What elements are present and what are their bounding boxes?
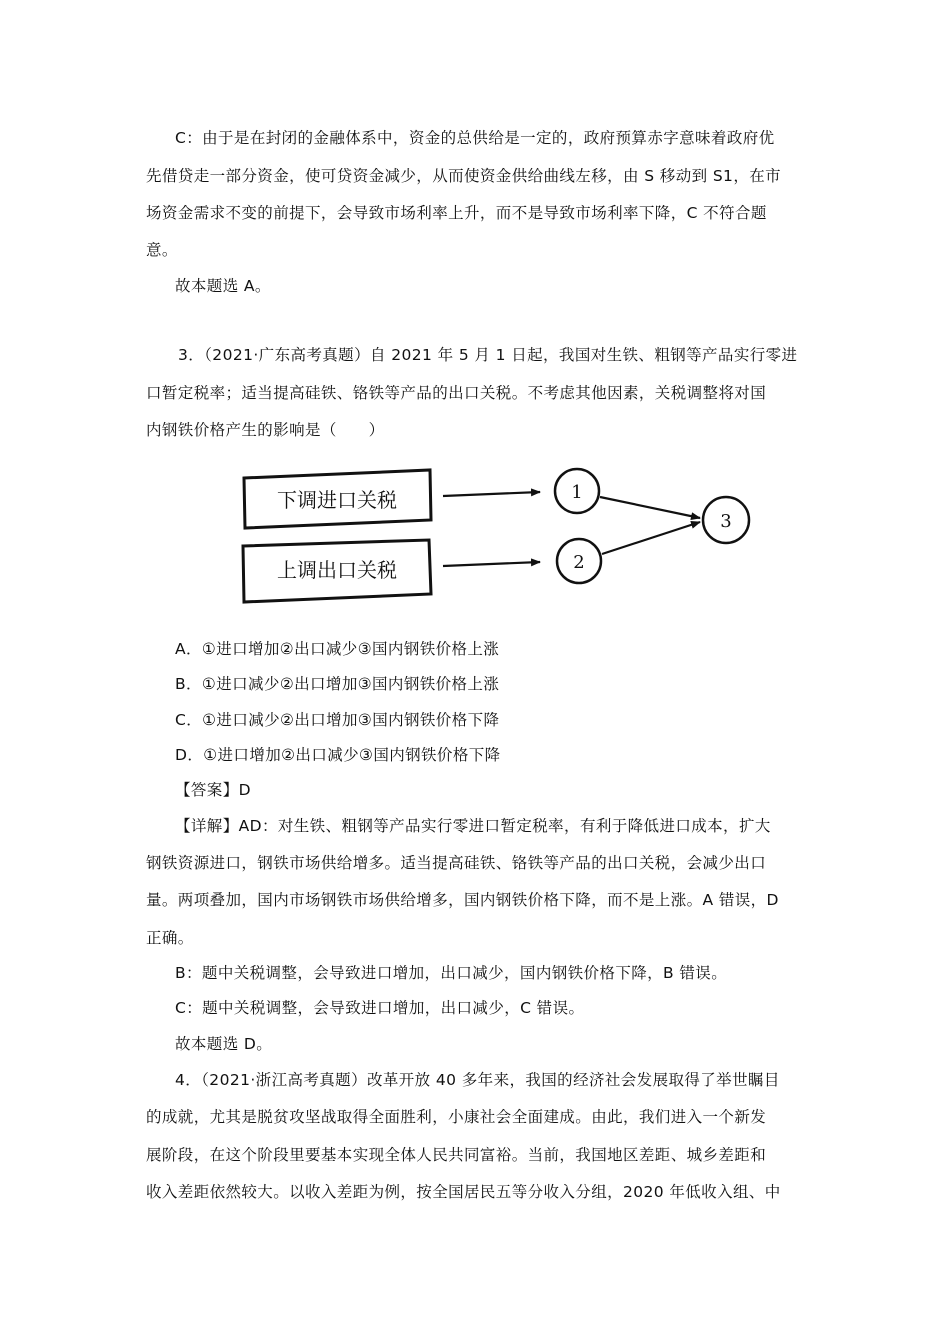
arrow-2-to-3 bbox=[602, 522, 700, 554]
text-line: 先借贷走一部分资金，使可贷资金减少，从而使资金供给曲线左移，由 S 移动到 S1，在市 bbox=[146, 167, 782, 185]
option-a: A．①进口增加②出口减少③国内钢铁价格上涨 bbox=[175, 640, 500, 658]
explanation-c: C：题中关税调整，会导致进口增加，出口减少，C 错误。 bbox=[175, 999, 585, 1017]
circle-1-label: 1 bbox=[571, 482, 583, 503]
question-stem: 内钢铁价格产生的影响是（ ） bbox=[146, 421, 385, 439]
explanation-b: B：题中关税调整，会导致进口增加，出口减少，国内钢铁价格下降，B 错误。 bbox=[175, 964, 728, 982]
circle-2-label: 2 bbox=[573, 552, 585, 573]
option-b: B．①进口减少②出口增加③国内钢铁价格上涨 bbox=[175, 675, 500, 693]
question-stem: 展阶段，在这个阶段里要基本实现全体人民共同富裕。当前，我国地区差距、城乡差距和 bbox=[146, 1146, 767, 1164]
option-c: C．①进口减少②出口增加③国内钢铁价格下降 bbox=[175, 711, 500, 729]
question-stem: 口暂定税率；适当提高硅铁、铬铁等产品的出口关税。不考虑其他因素，关税调整将对国 bbox=[146, 384, 767, 402]
explanation: 正确。 bbox=[146, 929, 194, 947]
question-stem: 的成就，尤其是脱贫攻坚战取得全面胜利，小康社会全面建成。由此，我们进入一个新发 bbox=[146, 1108, 767, 1126]
circle-3-label: 3 bbox=[720, 511, 732, 532]
text-line: 场资金需求不变的前提下，会导致市场利率上升，而不是导致市场利率下降，C 不符合题 bbox=[146, 204, 767, 222]
arrow-to-2 bbox=[443, 562, 540, 566]
explanation: 【详解】AD：对生铁、粗钢等产品实行零进口暂定税率，有利于降低进口成本，扩大 bbox=[175, 817, 771, 835]
question-stem: 3．（2021·广东高考真题）自 2021 年 5 月 1 日起，我国对生铁、粗钢等产品实行零进 bbox=[178, 346, 798, 364]
text-line: C：由于是在封闭的金融体系中，资金的总供给是一定的，政府预算赤字意味着政府优 bbox=[175, 129, 775, 147]
explanation: 量。两项叠加，国内市场钢铁市场供给增多，国内钢铁价格下降，而不是上涨。A 错误，D bbox=[146, 891, 779, 909]
option-d: D．①进口增加②出口减少③国内钢铁价格下降 bbox=[175, 746, 501, 764]
conclusion: 故本题选 D。 bbox=[175, 1035, 273, 1053]
box-import-tariff-label: 下调进口关税 bbox=[277, 488, 397, 512]
explanation: 钢铁资源进口，钢铁市场供给增多。适当提高硅铁、铬铁等产品的出口关税，会减少出口 bbox=[146, 854, 767, 872]
box-export-tariff-label: 上调出口关税 bbox=[277, 558, 397, 582]
tariff-diagram bbox=[238, 462, 758, 612]
answer: 【答案】D bbox=[175, 781, 251, 799]
conclusion: 故本题选 A。 bbox=[175, 277, 271, 295]
arrow-1-to-3 bbox=[600, 497, 700, 518]
question-stem: 收入差距依然较大。以收入差距为例，按全国居民五等分收入分组，2020 年低收入组、中 bbox=[146, 1183, 781, 1201]
text-line: 意。 bbox=[146, 241, 178, 259]
question-stem: 4．（2021·浙江高考真题）改革开放 40 多年来，我国的经济社会发展取得了举世瞩目 bbox=[175, 1071, 780, 1089]
arrow-to-1 bbox=[443, 492, 540, 496]
